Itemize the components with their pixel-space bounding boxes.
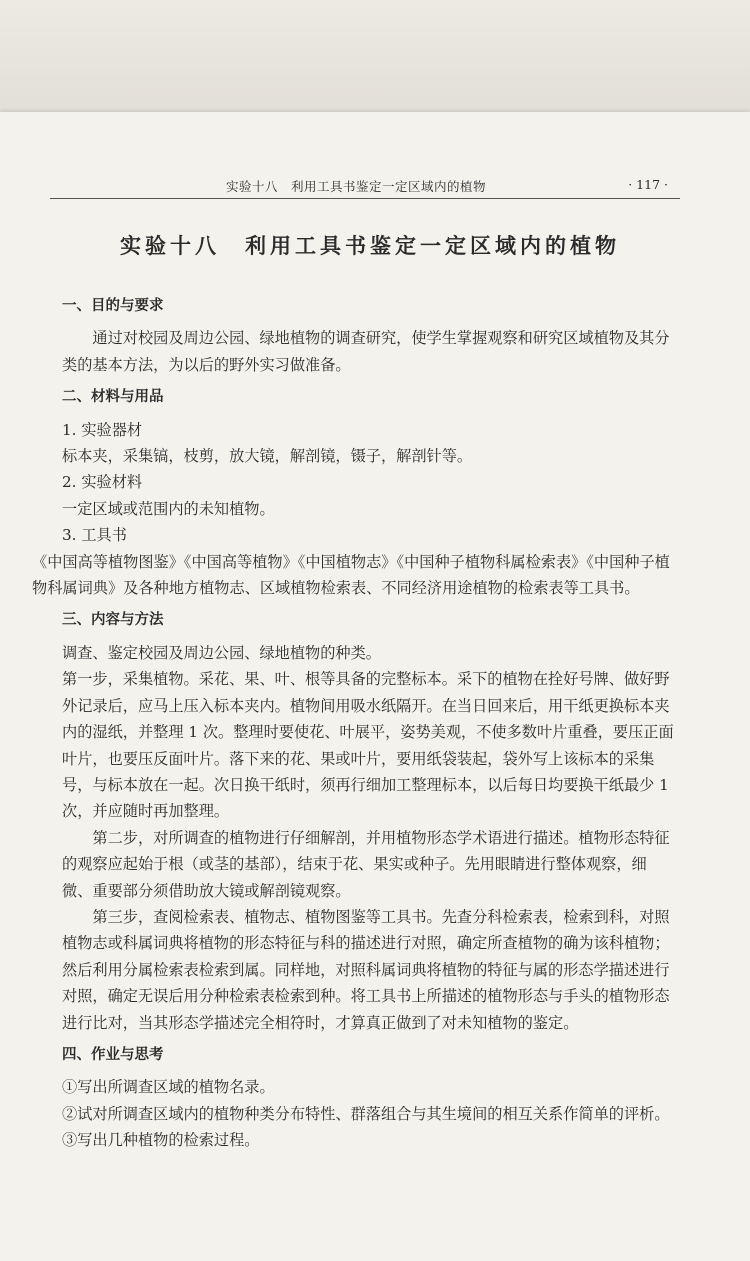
paragraph-step-3: 第三步，查阅检索表、植物志、植物图鉴等工具书。先查分科检索表，检索到科，对照植物志或科属词典将植物的形态特征与科的描述进行对照，确定所查植物的确为该科植物；然后利用分属检索表检索到属。同样地，对照科属词典将植物的特征与属的形态学描述进行对照，确定无误后用分种检索表检索到种。将工具书上所描述的植物形态与手头的植物形态进行比对，当其形态学描述完全相符时，才算真正做到了对未知植物的鉴定。 bbox=[62, 907, 670, 1032]
paragraph-purpose: 通过对校园及周边公园、绿地植物的调查研究，使学生掌握观察和研究区域植物及其分类的基本方法，为以后的野外实习做准备。 bbox=[62, 329, 670, 374]
subheading-reference-books: 3. 工具书 bbox=[62, 526, 127, 545]
paragraph-step-2: 第二步，对所调查的植物进行仔细解剖，并用植物形态学术语进行描述。植物形态特征的观察应起始于根（或茎的基部），结束于花、果实或种子。先用眼睛进行整体观察，细微、重要部分须借助放大镜或解剖镜观察。 bbox=[62, 828, 670, 900]
paragraph-methods-intro: 调查、鉴定校园及周边公园、绿地植物的种类。 bbox=[62, 643, 381, 662]
running-head bbox=[50, 172, 680, 199]
page-content bbox=[32, 287, 674, 1154]
page-number: · 117 · bbox=[628, 177, 668, 192]
homework-item-3: ③写出几种植物的检索过程。 bbox=[62, 1131, 260, 1150]
homework-item-1: ①写出所调查区域的植物名录。 bbox=[62, 1078, 275, 1097]
section-heading-materials: 二、材料与用品 bbox=[62, 389, 164, 406]
running-head-title: 实验十八 利用工具书鉴定一定区域内的植物 bbox=[226, 179, 487, 194]
subheading-materials: 2. 实验材料 bbox=[62, 473, 143, 492]
paragraph-step-1: 第一步，采集植物。采花、果、叶、根等具备的完整标本。采下的植物在拴好号牌、做好野外记录后，应马上压入标本夹内。植物间用吸水纸隔开。在当日回来后，用干纸更换标本夹内的湿纸，并整理 1 次。整理时要使花、叶展平，姿势美观，不使多数叶片重叠，要压正面叶片，也要压反面叶片。落下来的花、果或叶片，要用纸袋装起，袋外写上该标本的采集号，与标本放在一起。次日换干纸时，须再行细加工整理标本，以后每日均要换干纸最少 1 次，并应随时再加整理。 bbox=[62, 670, 674, 821]
section-heading-methods: 三、内容与方法 bbox=[62, 612, 164, 629]
homework-item-2: ②试对所调查区域内的植物种类分布特性、群落组合与其生境间的相互关系作简单的评析。 bbox=[62, 1104, 670, 1123]
paragraph-materials: 一定区域或范围内的未知植物。 bbox=[62, 499, 275, 518]
previous-page-edge bbox=[0, 0, 750, 112]
paragraph-equipment: 标本夹，采集镐，枝剪，放大镜，解剖镜，镊子，解剖针等。 bbox=[62, 447, 473, 466]
section-heading-purpose: 一、目的与要求 bbox=[62, 298, 164, 314]
subheading-equipment: 1. 实验器材 bbox=[62, 420, 143, 439]
section-heading-homework: 四、作业与思考 bbox=[62, 1046, 164, 1063]
chapter-title: 实验十八 利用工具书鉴定一定区域内的植物 bbox=[120, 233, 620, 258]
paragraph-reference-books: 《中国高等植物图鉴》《中国高等植物》《中国植物志》《中国种子植物科属检索表》《中国种子植物科属词典》及各种地方植物志、区域植物检索表、不同经济用途植物的检索表等工具书。 bbox=[32, 552, 670, 598]
